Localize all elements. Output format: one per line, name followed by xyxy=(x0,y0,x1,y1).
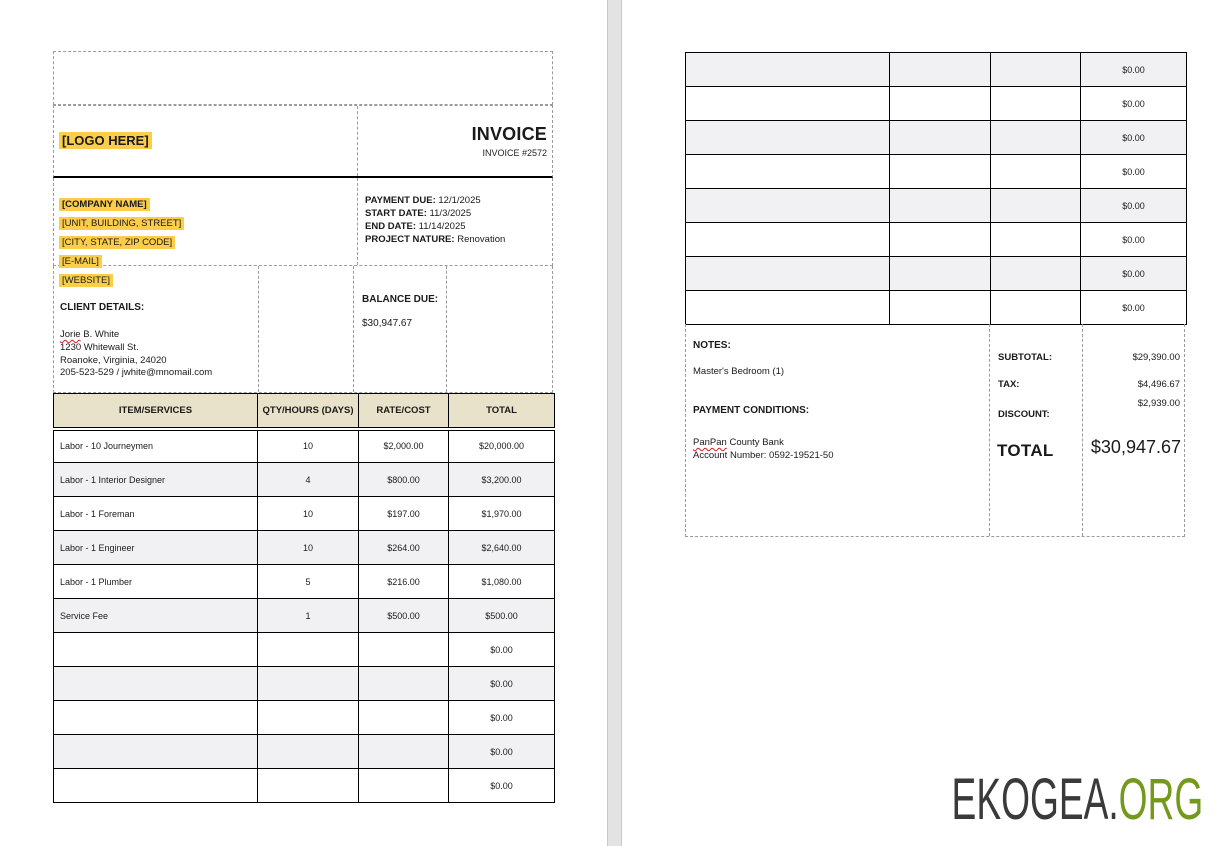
header-empty-box xyxy=(53,51,553,105)
client-lines xyxy=(60,329,254,380)
header-item-services: ITEM/SERVICES xyxy=(54,394,258,429)
summary-section xyxy=(685,324,1185,537)
item-row xyxy=(686,87,1187,121)
cell-rate xyxy=(359,701,449,735)
header-qty-hours: QTY/HOURS (DAYS) xyxy=(258,394,359,429)
cell-rate: $216.00 xyxy=(359,565,449,599)
header-total: TOTAL xyxy=(449,394,555,429)
notes-cell xyxy=(686,324,989,536)
logo-placeholder: [LOGO HERE] xyxy=(59,132,152,149)
cell-total: $0.00 xyxy=(1081,155,1187,189)
cell-rate xyxy=(991,223,1081,257)
notes-text: Master's Bedroom (1) xyxy=(693,366,785,377)
client-address-line1: 1230 Whitewall St. xyxy=(60,341,139,353)
cell-item: Labor - 1 Plumber xyxy=(54,565,258,599)
item-row xyxy=(54,463,555,497)
subtotal-label: SUBTOTAL: xyxy=(998,352,1053,363)
bank-details xyxy=(693,436,983,462)
company-name-placeholder: [COMPANY NAME] xyxy=(59,198,150,211)
cell-rate: $500.00 xyxy=(359,599,449,633)
payment-due-line: PAYMENT DUE: 12/1/2025 xyxy=(365,195,481,206)
cell-rate xyxy=(359,633,449,667)
cell-item xyxy=(686,257,890,291)
cell-item xyxy=(686,121,890,155)
cell-rate xyxy=(359,769,449,803)
cell-total: $20,000.00 xyxy=(449,429,555,463)
cell-qty: 10 xyxy=(258,429,359,463)
company-city-placeholder: [CITY, STATE, ZIP CODE] xyxy=(59,236,175,249)
invoice-title-cell xyxy=(357,106,552,176)
cell-total: $0.00 xyxy=(1081,223,1187,257)
cell-item xyxy=(686,223,890,257)
item-row xyxy=(54,497,555,531)
cell-total: $0.00 xyxy=(1081,291,1187,325)
cell-item: Labor - 1 Engineer xyxy=(54,531,258,565)
cell-rate xyxy=(991,257,1081,291)
tax-label: TAX: xyxy=(998,379,1020,390)
cell-qty xyxy=(890,257,991,291)
item-row xyxy=(686,257,1187,291)
cell-rate xyxy=(991,291,1081,325)
cell-qty xyxy=(890,291,991,325)
logo-cell xyxy=(54,106,358,176)
discount-value: $2,939.00 xyxy=(1137,398,1180,409)
project-details-cell xyxy=(358,178,552,265)
item-row xyxy=(54,667,555,701)
client-details-heading: CLIENT DETAILS: xyxy=(60,302,145,313)
cell-rate: $800.00 xyxy=(359,463,449,497)
project-nature-line: PROJECT NATURE: Renovation xyxy=(365,234,506,245)
item-row xyxy=(686,53,1187,87)
item-row xyxy=(54,701,555,735)
totals-labels-column xyxy=(989,324,1082,536)
cell-item xyxy=(54,769,258,803)
notes-label: NOTES: xyxy=(693,340,731,351)
bank-name-line: PanPan County Bank xyxy=(693,437,784,448)
cell-item xyxy=(54,633,258,667)
cell-rate xyxy=(991,189,1081,223)
watermark-text-dark: EKOGEA. xyxy=(951,767,1119,832)
cell-total: $1,080.00 xyxy=(449,565,555,599)
header-rate-cost: RATE/COST xyxy=(359,394,449,429)
invoice-number: INVOICE #2572 xyxy=(482,148,547,158)
cell-rate xyxy=(991,87,1081,121)
item-row xyxy=(54,599,555,633)
company-row xyxy=(53,178,553,286)
client-row xyxy=(53,266,553,393)
item-row xyxy=(686,155,1187,189)
client-address-line2: Roanoke, Virginia, 24020 xyxy=(60,354,167,366)
tax-value: $4,496.67 xyxy=(1137,379,1180,390)
cell-total: $0.00 xyxy=(449,667,555,701)
cell-qty xyxy=(258,735,359,769)
cell-item xyxy=(54,735,258,769)
cell-qty: 10 xyxy=(258,531,359,565)
cell-qty xyxy=(258,701,359,735)
client-contact-line: 205-523-529 / jwhite@mnomail.com xyxy=(60,367,213,379)
cell-item xyxy=(686,189,890,223)
cell-item xyxy=(54,701,258,735)
cell-qty xyxy=(890,53,991,87)
balance-due-value: $30,947.67 xyxy=(362,318,413,329)
cell-rate xyxy=(991,121,1081,155)
client-details-cell xyxy=(54,266,258,392)
cell-total: $3,200.00 xyxy=(449,463,555,497)
watermark-text-green: ORG xyxy=(1118,767,1203,832)
cell-qty: 1 xyxy=(258,599,359,633)
cell-total: $0.00 xyxy=(449,769,555,803)
payment-conditions-label: PAYMENT CONDITIONS: xyxy=(693,405,810,416)
company-street-placeholder: [UNIT, BUILDING, STREET] xyxy=(59,217,184,230)
cell-rate: $2,000.00 xyxy=(359,429,449,463)
cell-total: $0.00 xyxy=(1081,87,1187,121)
items-table-header xyxy=(54,394,555,429)
company-details-cell xyxy=(54,178,358,286)
balance-due-label: BALANCE DUE: xyxy=(362,294,439,305)
item-row xyxy=(686,189,1187,223)
total-value: $30,947.67 xyxy=(1090,437,1181,457)
subtotal-value: $29,390.00 xyxy=(1132,352,1180,363)
invoice-title: INVOICE xyxy=(471,124,547,144)
item-row xyxy=(54,565,555,599)
cell-total: $1,970.00 xyxy=(449,497,555,531)
cell-total: $0.00 xyxy=(1081,257,1187,291)
cell-qty xyxy=(890,121,991,155)
cell-rate: $264.00 xyxy=(359,531,449,565)
cell-item: Labor - 10 Journeymen xyxy=(54,429,258,463)
cell-item: Service Fee xyxy=(54,599,258,633)
cell-item xyxy=(686,87,890,121)
cell-item: Labor - 1 Foreman xyxy=(54,497,258,531)
cell-item xyxy=(686,155,890,189)
ekogea-watermark xyxy=(951,767,1203,832)
item-row xyxy=(686,223,1187,257)
balance-due-cell xyxy=(353,266,446,392)
cell-rate xyxy=(359,735,449,769)
cell-total: $0.00 xyxy=(449,701,555,735)
cell-item xyxy=(686,291,890,325)
cell-total: $0.00 xyxy=(1081,121,1187,155)
cell-rate xyxy=(991,155,1081,189)
cell-qty xyxy=(258,667,359,701)
cell-qty xyxy=(890,223,991,257)
end-date-line: END DATE: 11/14/2025 xyxy=(365,221,466,232)
cell-qty xyxy=(890,155,991,189)
item-row xyxy=(54,531,555,565)
cell-qty xyxy=(258,633,359,667)
item-row xyxy=(54,633,555,667)
cell-qty: 10 xyxy=(258,497,359,531)
cell-total: $500.00 xyxy=(449,599,555,633)
cell-rate: $197.00 xyxy=(359,497,449,531)
company-email-placeholder: [E-MAIL] xyxy=(59,255,102,268)
cell-rate xyxy=(359,667,449,701)
discount-label: DISCOUNT: xyxy=(998,409,1050,420)
cell-qty: 4 xyxy=(258,463,359,497)
items-table xyxy=(53,393,555,803)
start-date-line: START DATE: 11/3/2025 xyxy=(365,208,472,219)
cell-total: $0.00 xyxy=(1081,189,1187,223)
total-label: TOTAL xyxy=(997,441,1054,460)
cell-qty xyxy=(890,189,991,223)
company-website-placeholder: [WEBSITE] xyxy=(59,274,113,287)
item-row xyxy=(54,735,555,769)
item-row xyxy=(686,121,1187,155)
gridline xyxy=(258,266,259,392)
brand-row xyxy=(53,105,553,178)
gridline xyxy=(446,266,447,392)
item-row xyxy=(686,291,1187,325)
bank-account-line: Account Number: 0592-19521-50 xyxy=(693,450,834,461)
cell-qty xyxy=(258,769,359,803)
cell-item: Labor - 1 Interior Designer xyxy=(54,463,258,497)
item-row xyxy=(54,769,555,803)
cell-qty: 5 xyxy=(258,565,359,599)
cell-qty xyxy=(890,87,991,121)
totals-values-column xyxy=(1082,324,1184,536)
cell-total: $0.00 xyxy=(449,735,555,769)
client-name-line: Jorie B. White xyxy=(60,329,120,340)
items-table-continued xyxy=(685,52,1187,325)
item-row xyxy=(54,429,555,463)
cell-total: $0.00 xyxy=(1081,53,1187,87)
cell-total: $0.00 xyxy=(449,633,555,667)
cell-rate xyxy=(991,53,1081,87)
cell-item xyxy=(54,667,258,701)
cell-total: $2,640.00 xyxy=(449,531,555,565)
cell-item xyxy=(686,53,890,87)
page-gutter xyxy=(607,0,622,846)
